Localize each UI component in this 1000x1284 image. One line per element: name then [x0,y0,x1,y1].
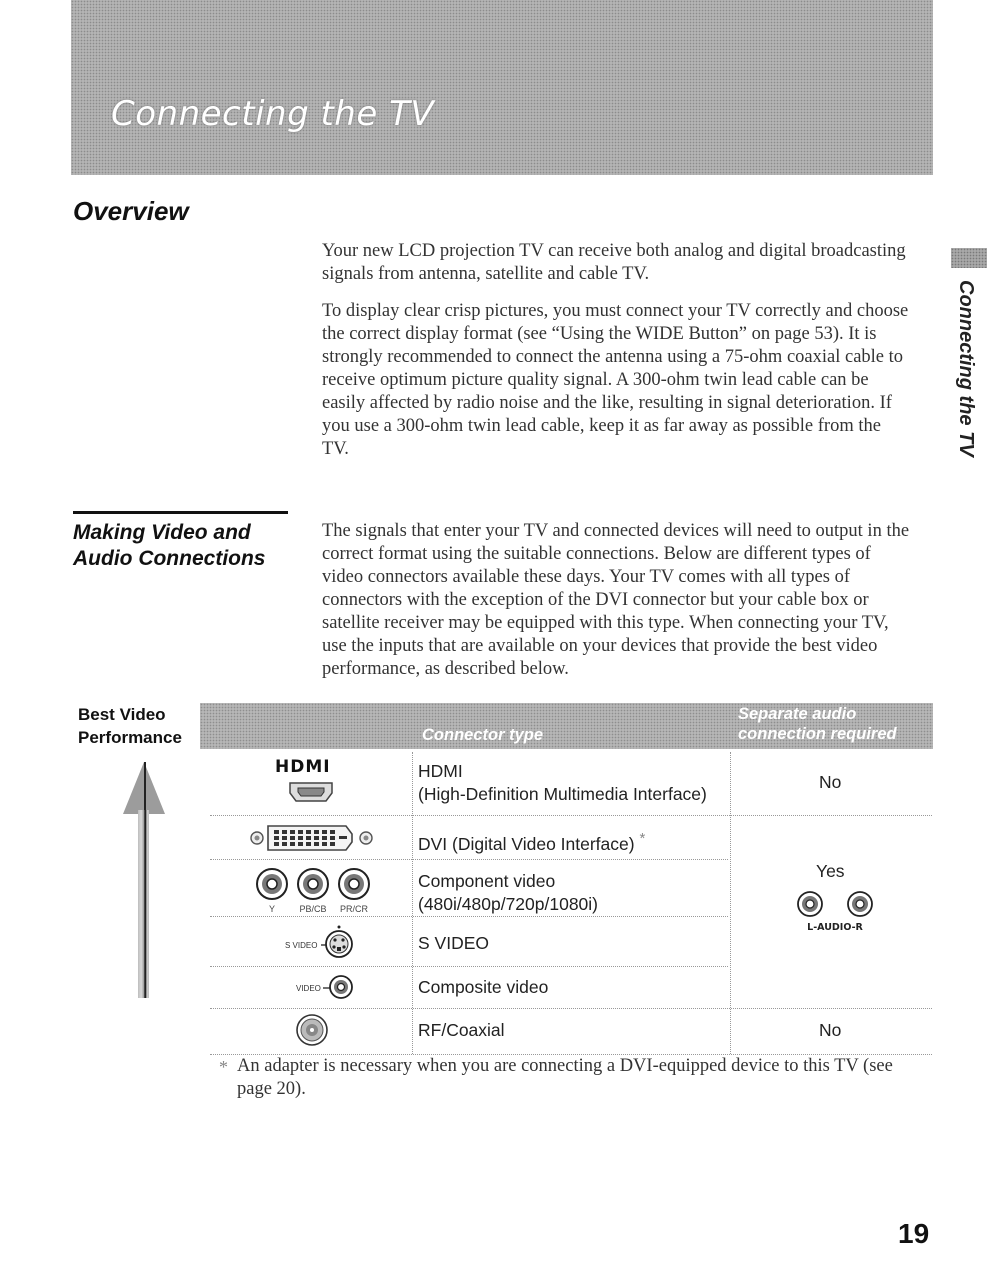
composite-jack-label: VIDEO [296,984,321,993]
page-title: Connecting the TV [111,94,435,134]
hdmi-connector-icon [286,779,336,805]
overview-paragraph-1: Your new LCD projection TV can receive both analog and digital broadcasting signals from antenna, satellite and cable TV. [322,241,906,284]
table-row-divider [210,859,728,860]
component-label-y: Y [268,904,276,914]
performance-arrow-icon [138,810,149,998]
table-row-divider [210,916,728,917]
table-row-divider [210,815,932,816]
making-connections-paragraph: The signals that enter your TV and connected devices will need to output in the correct format using the suitable connections. Below are different types of video connectors available these days. Your TV comes with all types of connectors with the exception of the DVI connector but your cable box or satellite receiver may be equipped with this type. When connecting your TV, use the inputs that are available on your devices that provide the best video performance, as described below. [322,521,910,679]
table-row-divider [210,1008,932,1009]
connector-table-header [200,703,933,749]
row-rf-audio: No [819,1020,842,1040]
row-rf-name: RF/Coaxial [418,1020,505,1040]
audio-lr-connector-icon [796,888,876,934]
hdmi-logo: HDMI [275,757,331,777]
row-hdmi-audio: No [819,772,842,792]
dvi-connector-icon [248,820,378,856]
component-label-pb: PB/CB [299,904,327,914]
dvi-footnote-mark: * [639,830,646,847]
component-label-pr: PR/CR [339,904,369,914]
header-banner [71,0,933,175]
row-component-subtitle: (480i/480p/720p/1080i) [418,894,599,914]
component-connector-icon [256,864,376,916]
svideo-jack-label: S VIDEO [285,941,318,950]
header-separate-audio: Separate audio connection required [738,705,897,743]
page-number: 19 [898,1218,930,1249]
performance-arrow-edge [144,762,146,812]
header-connector-type: Connector type [422,726,544,744]
row-component-name: Component video [418,871,556,891]
table-row-divider [210,966,728,967]
row-analog-audio: Yes [816,861,845,881]
section-rule [73,511,288,514]
footnote-mark: * [219,1057,228,1077]
row-dvi-name: DVI (Digital Video Interface) * [418,830,646,854]
composite-connector-icon [296,970,366,1004]
side-tab-marker [951,248,987,268]
making-connections-heading: Making Video and Audio Connections [73,521,266,570]
row-svideo-name: S VIDEO [418,933,489,953]
svideo-connector-icon [285,919,355,963]
row-composite-name: Composite video [418,977,549,997]
audio-lr-label: L-AUDIO-R [807,922,863,933]
footnote: An adapter is necessary when you are connecting a DVI-equipped device to this TV (see page 20). [237,1056,893,1099]
best-video-performance-label: Best Video Performance [78,705,182,747]
overview-heading: Overview [73,196,189,226]
side-tab-label: Connecting the TV [955,280,977,457]
row-hdmi-name: HDMI [418,761,463,781]
overview-paragraph-2: To display clear crisp pictures, you must connect your TV correctly and choose the correct display format (see “Using the WIDE Button” on page 53). It is strongly recommended to connect the antenna using a 75-ohm coaxial cable to receive optimum picture quality signal. A 300-ohm twin lead cable can be easily affected by radio noise and the like, resulting in signal deterioration. If you use a 300-ohm twin lead cable, keep it as far away as possible from the TV. [322,301,909,459]
rf-coaxial-connector-icon [294,1012,330,1048]
row-hdmi-subtitle: (High-Definition Multimedia Interface) [418,784,707,804]
